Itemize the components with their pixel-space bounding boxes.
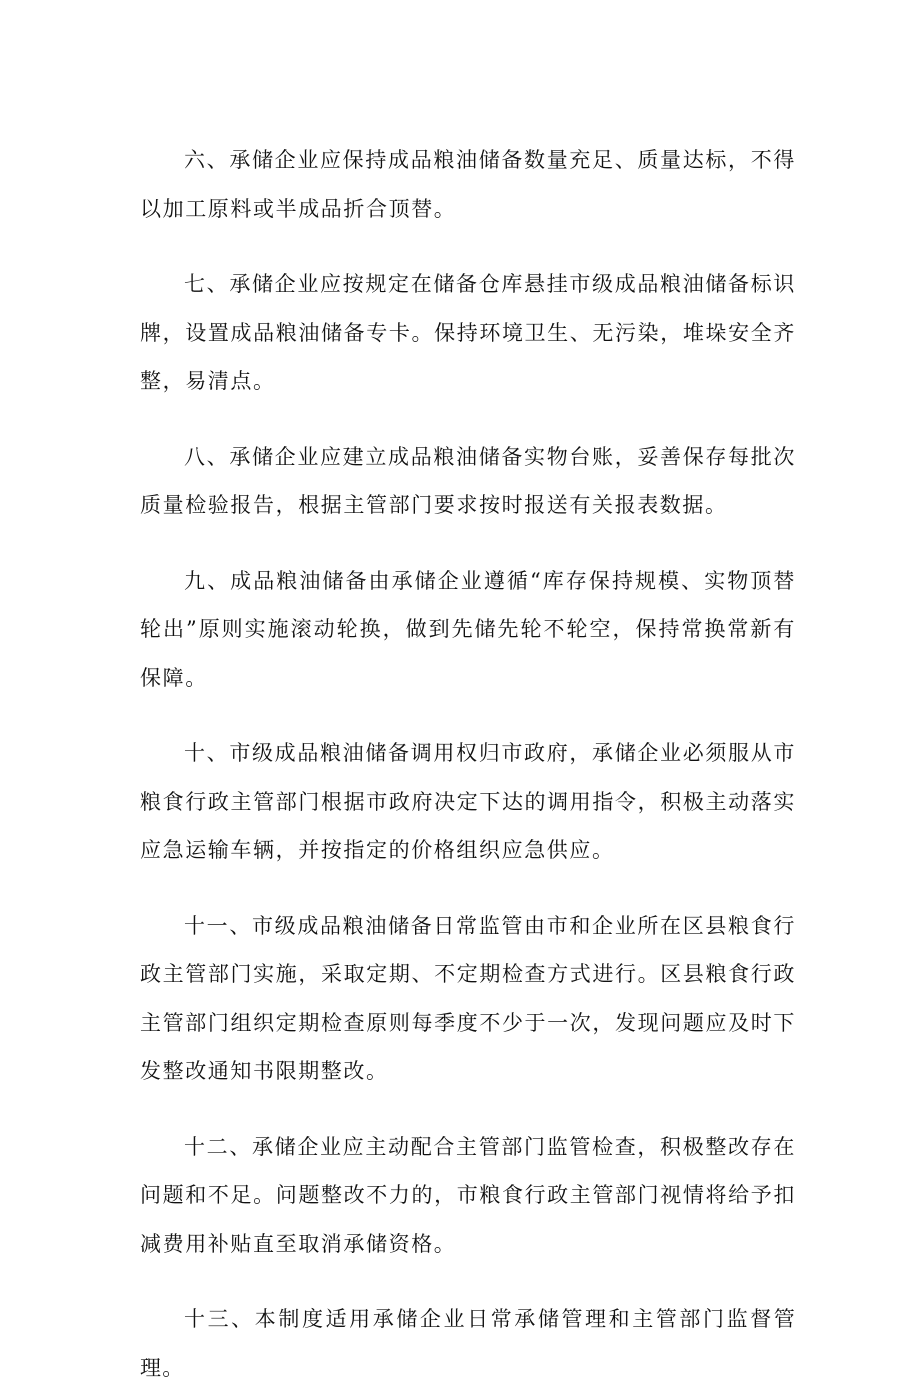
clause-7-paragraph: 七、承储企业应按规定在储备仓库悬挂市级成品粮油储备标识牌，设置成品粮油储备专卡。保持环境卫生、无污染，堆垛安全齐整，易清点。 [140,272,796,393]
clause-8-paragraph: 八、承储企业应建立成品粮油储备实物台账，妥善保存每批次质量检验报告，根据主管部门要求按时报送有关报表数据。 [140,444,796,517]
clause-12-paragraph: 十二、承储企业应主动配合主管部门监管检查，积极整改存在问题和不足。问题整改不力的，市粮食行政主管部门视情将给予扣减费用补贴直至取消承储资格。 [140,1134,796,1256]
clause-13-paragraph: 十三、本制度适用承储企业日常承储管理和主管部门监督管理。 [140,1307,796,1380]
document-body [140,136,796,1392]
clause-9-paragraph: 九、成品粮油储备由承储企业遵循“库存保持规模、实物顶替轮出”原则实施滚动轮换，做到先储先轮不轮空，保持常换常新有保障。 [140,568,796,690]
clause-6-paragraph: 六、承储企业应保持成品粮油储备数量充足、质量达标，不得以加工原料或半成品折合顶替。 [140,148,796,221]
clause-11-paragraph: 十一、市级成品粮油储备日常监管由市和企业所在区县粮食行政主管部门实施，采取定期、不定期检查方式进行。区县粮食行政主管部门组织定期检查原则每季度不少于一次，发现问题应及时下发整改通知书限期整改。 [140,913,796,1083]
clause-10-paragraph: 十、市级成品粮油储备调用权归市政府，承储企业必须服从市粮食行政主管部门根据市政府决定下达的调用指令，积极主动落实应急运输车辆，并按指定的价格组织应急供应。 [140,741,796,862]
